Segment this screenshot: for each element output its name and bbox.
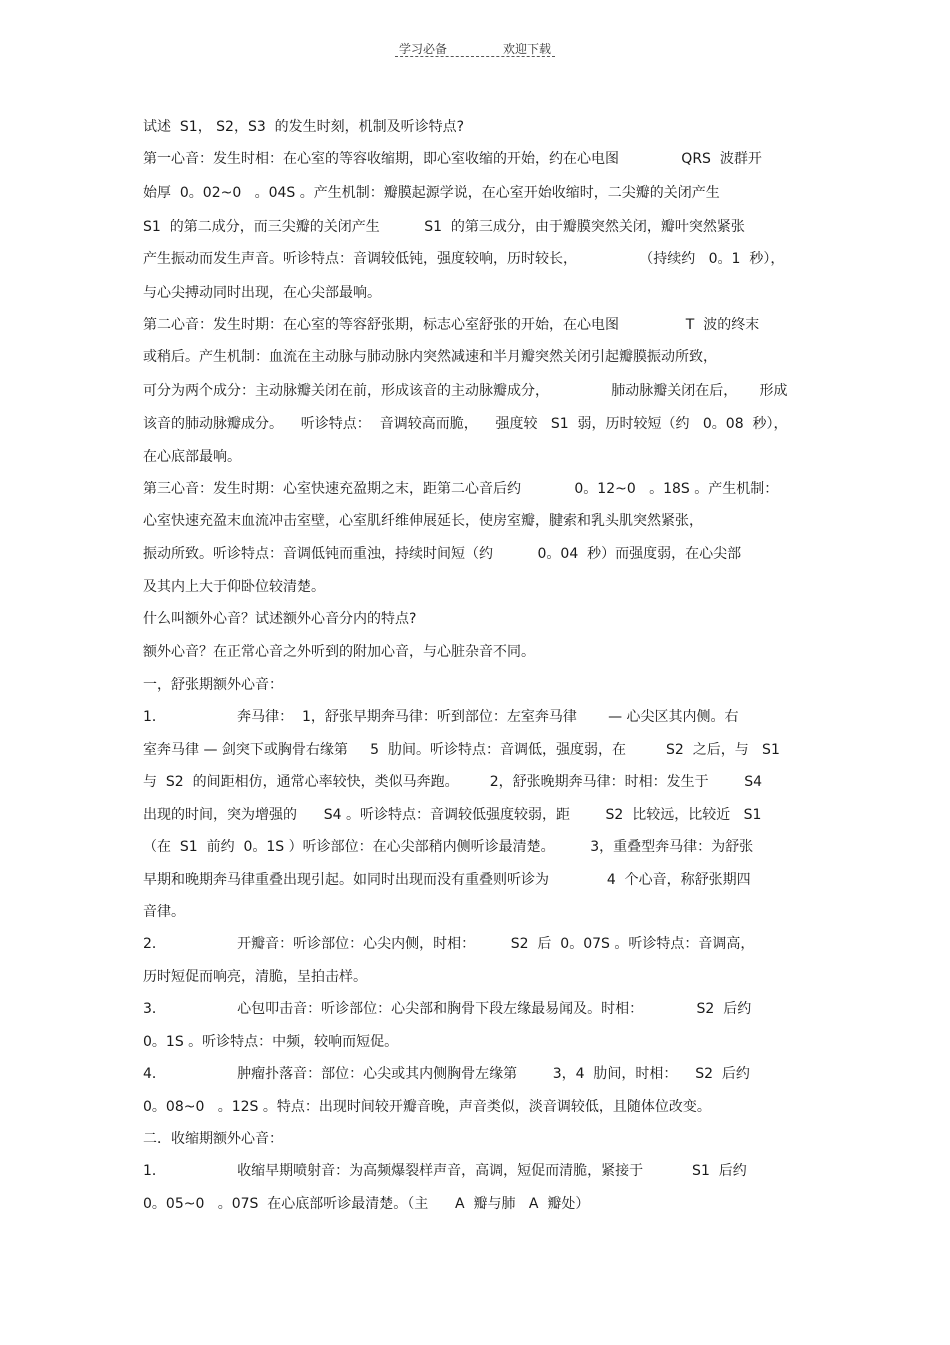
page-header [395,40,555,62]
text-line: 什么叫额外心音？试述额外心音分内的特点? [143,611,417,627]
text-line: S1 的第二成分，而三尖瓣的关闭产生 S1 的第三成分，由于瓣膜突然关闭，瓣叶突然紧张 [143,219,745,235]
text-line: 始厚 0。02~0 。04S 。产生机制：瓣膜起源学说，在心室开始收缩时，二尖瓣的关闭产生 [143,185,720,201]
header-right-text: 欢迎下载 [503,42,552,56]
text-line: 0。1S 。听诊特点：中频，较响而短促。 [143,1034,399,1050]
text-line: 出现的时间，突为增强的 S4 。听诊特点：音调较低强度较弱，距 S2 比较远，比较近 S1 [143,807,762,823]
text-line: 该音的肺动脉瓣成分。 听诊特点： 音调较高而脆， 强度较 S1 弱，历时较短（约 0。08 秒）， [143,416,788,432]
text-line: 3． 心包叩击音：听诊部位：心尖部和胸骨下段左缘最易闻及。时相： S2 后约 [143,1001,752,1017]
text-line: 4． 肿瘤扑落音：部位：心尖或其内侧胸骨左缘第 3，4 肋间，时相： S2 后约 [143,1066,750,1082]
text-line: 心室快速充盈末血流冲击室壁，心室肌纤维伸展延长，使房室瓣，腱索和乳头肌突然紧张， [143,513,703,529]
text-line: 历时短促而响亮，清脆，呈拍击样。 [143,969,367,985]
text-line: 及其内上大于仰卧位较清楚。 [143,579,325,595]
text-line: 0。08~0 。12S 。特点：出现时间较开瓣音晚，声音类似，淡音调较低，且随体位改变。 [143,1099,711,1115]
text-line: 第二心音：发生时期：在心室的等容舒张期，标志心室舒张的开始，在心电图 T 波的终末 [143,317,760,333]
header-divider [395,56,555,57]
text-line: 二．收缩期额外心音： [143,1131,283,1147]
text-line: 试述 S1， S2，S3 的发生时刻，机制及听诊特点? [143,119,465,135]
text-line: 1． 收缩早期喷射音：为高频爆裂样声音，高调，短促而清脆，紧接于 S1 后约 [143,1163,747,1179]
text-line: 第一心音：发生时相：在心室的等容收缩期，即心室收缩的开始，约在心电图 QRS 波群开 [143,151,762,167]
text-line: 额外心音？在正常心音之外听到的附加心音，与心脏杂音不同。 [143,644,535,660]
header-left-text: 学习必备 [399,42,448,56]
text-line: 在心底部最响。 [143,449,241,465]
text-line: 早期和晚期奔马律重叠出现引起。如同时出现而没有重叠则听诊为 4 个心音，称舒张期四 [143,872,751,888]
text-line: 或稍后。产生机制：血流在主动脉与肺动脉内突然减速和半月瓣突然关闭引起瓣膜振动所致， [143,349,717,365]
text-line: （在 S1 前约 0。1S ）听诊部位：在心尖部稍内侧听诊最清楚。 3，重叠型奔马律：为舒张 [143,839,754,855]
text-line: 室奔马律 — 剑突下或胸骨右缘第 5 肋间。听诊特点：音调低，强度弱，在 S2 之后，与 S1 [143,742,780,758]
text-line: 2． 开瓣音：听诊部位：心尖内侧，时相： S2 后 0。07S 。听诊特点：音调高， [143,936,755,952]
text-line: 可分为两个成分：主动脉瓣关闭在前，形成该音的主动脉瓣成分， 肺动脉瓣关闭在后， 形成 [143,383,788,399]
text-line: 产生振动而发生声音。听诊特点：音调较低钝，强度较响，历时较长， （持续约 0。1 秒）， [143,251,785,267]
text-line: 与 S2 的间距相仿，通常心率较快，类似马奔跑。 2，舒张晚期奔马律：时相：发生于 S4 [143,774,763,790]
text-line: 音律。 [143,904,185,920]
text-line: 振动所致。听诊特点：音调低钝而重浊，持续时间短（约 0。04 秒）而强度弱，在心尖部 [143,546,742,562]
text-line: 第三心音：发生时期：心室快速充盈期之末，距第二心音后约 0。12~0 。18S 。产生机制： [143,481,779,497]
text-line: 一，舒张期额外心音： [143,677,283,693]
text-line: 0。05~0 。07S 在心底部听诊最清楚。（主 A 瓣与肺 A 瓣处） [143,1196,590,1212]
text-line: 1． 奔马律： 1，舒张早期奔马律：听到部位：左室奔马律 — 心尖区其内侧。右 [143,709,739,725]
text-line: 与心尖搏动同时出现，在心尖部最响。 [143,285,381,301]
